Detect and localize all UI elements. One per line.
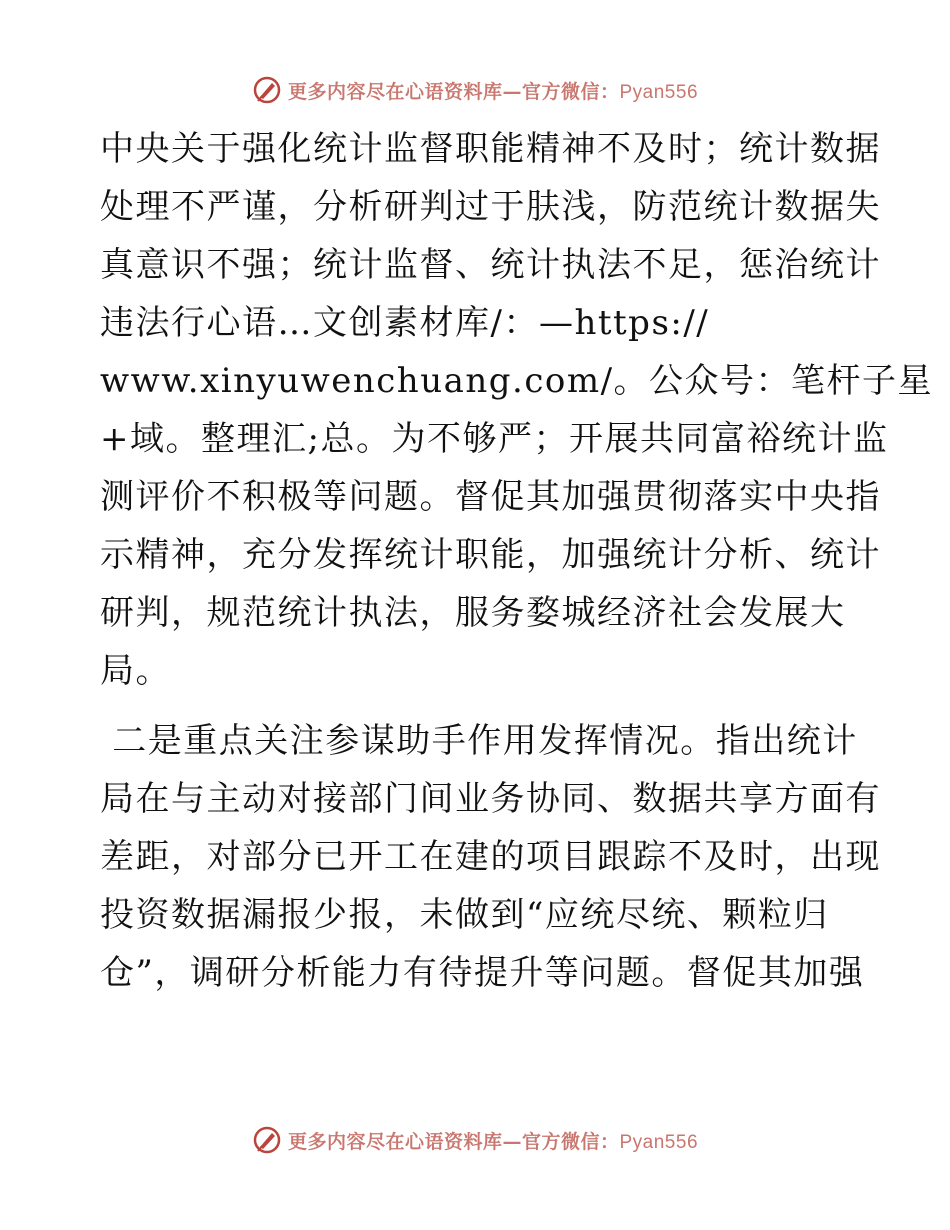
footer-banner-label: 更多内容尽在心语资料库—官方微信： <box>287 1130 620 1153</box>
document-body <box>100 120 934 1002</box>
footer-banner-account: Pyan556 <box>619 1131 699 1153</box>
footer-banner <box>0 1122 950 1158</box>
text-line: 处理不严谨，分析研判过于肤浅，防范统计数据失 <box>100 187 881 227</box>
text-line: 违法行心语…文创素材库/：—https:// <box>100 303 710 343</box>
text-line: 示精神，充分发挥统计职能，加强统计分析、统计 <box>100 535 881 575</box>
text-line: 仓”，调研分析能力有待提升等问题。督促其加强 <box>100 953 865 993</box>
text-line: 真意识不强；统计监督、统计执法不足，惩治统计 <box>100 245 881 285</box>
quill-logo-icon <box>252 75 282 105</box>
text-line: www.xinyuwenchuang.com/。公众号：笔杆子星 <box>100 361 934 401</box>
header-banner-account: Pyan556 <box>619 81 699 103</box>
text-line: 局。 <box>100 651 171 691</box>
paragraph-2 <box>100 712 881 1002</box>
paragraph-1 <box>100 120 934 700</box>
text-line: 中央关于强化统计监督职能精神不及时；统计数据 <box>100 129 881 169</box>
header-banner <box>0 72 950 108</box>
header-banner-text <box>288 77 698 104</box>
text-line: 测评价不积极等问题。督促其加强贯彻落实中央指 <box>100 477 881 517</box>
text-line: 二是重点关注参谋助手作用发挥情况。指出统计 <box>100 721 858 761</box>
text-line: +域。整理汇;总。为不够严；开展共同富裕统计监 <box>100 419 889 459</box>
text-line: 投资数据漏报少报，未做到“应统尽统、颗粒归 <box>100 895 829 935</box>
text-line: 局在与主动对接部门间业务协同、数据共享方面有 <box>100 779 881 819</box>
footer-banner-text <box>288 1127 698 1154</box>
text-line: 研判，规范统计执法，服务婺城经济社会发展大 <box>100 593 846 633</box>
header-banner-label: 更多内容尽在心语资料库—官方微信： <box>287 80 620 103</box>
text-line: 差距，对部分已开工在建的项目跟踪不及时，出现 <box>100 837 881 877</box>
quill-logo-icon <box>252 1125 282 1155</box>
